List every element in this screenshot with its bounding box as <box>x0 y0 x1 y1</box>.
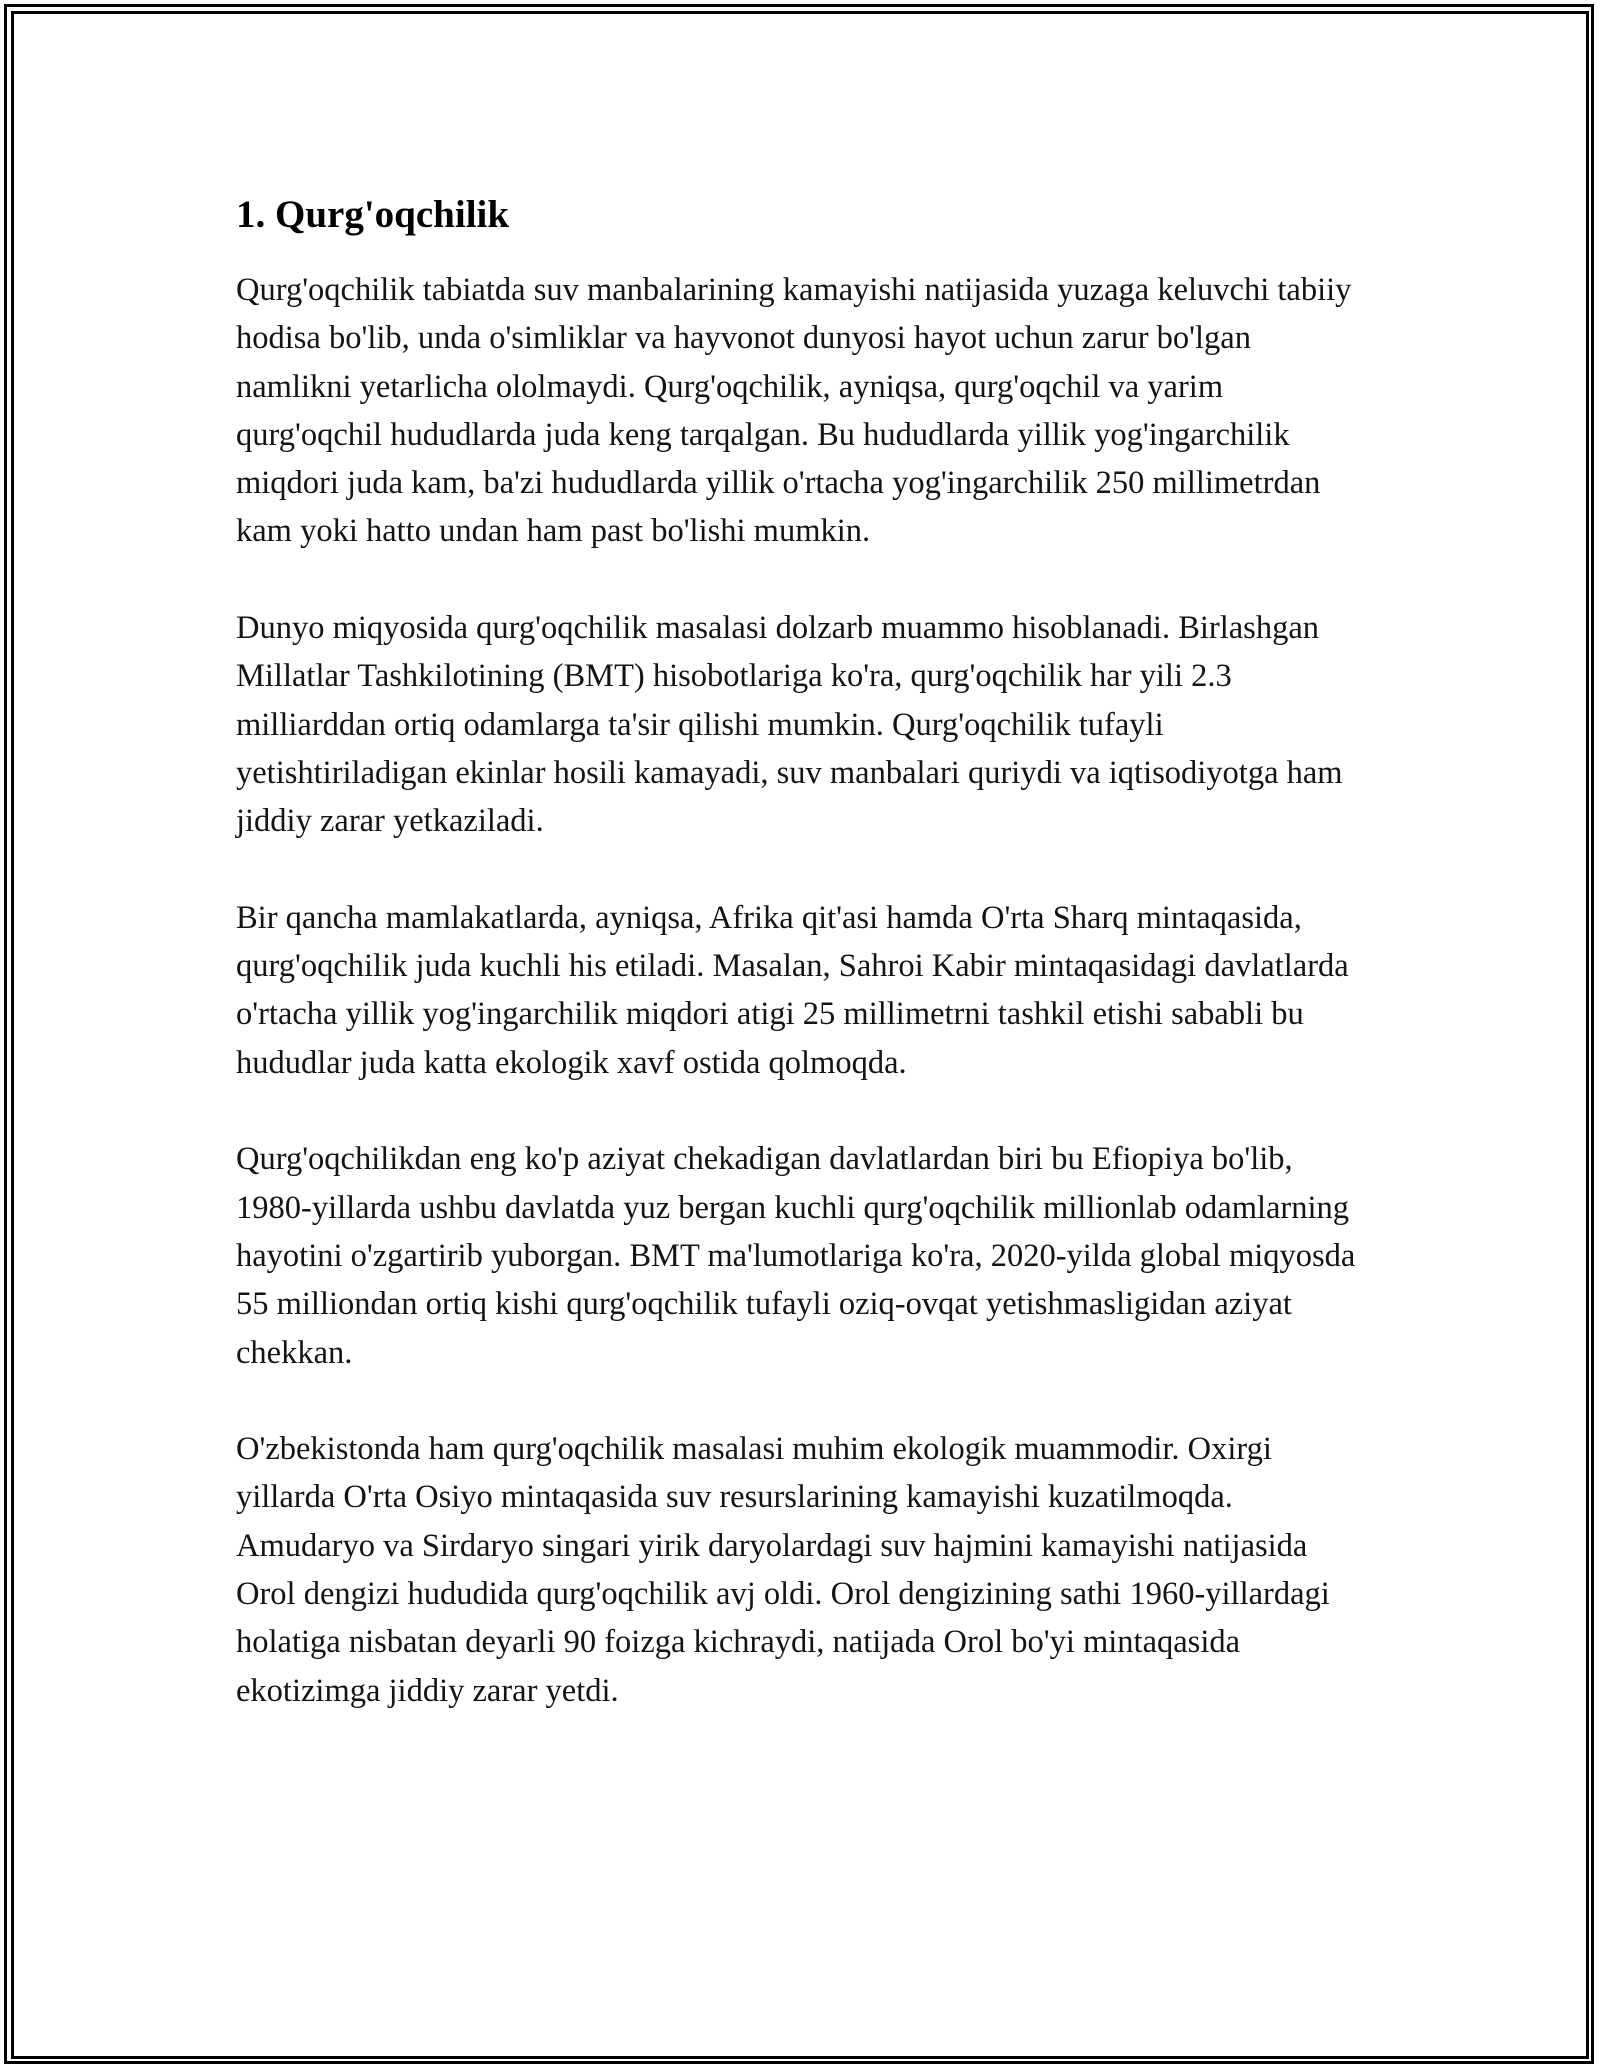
paragraph-4: Qurg'oqchilikdan eng ko'p aziyat chekadigan davlatlardan biri bu Efiopiya bo'lib, 1980-yillarda ushbu davlatda yuz bergan kuchli qurg'oqchilik millionlab odamlarning hayotini o'zgartirib yuborgan. BMT ma'lumotlariga ko'ra, 2020-yilda global miqyosda 55 milliondan ortiq kishi qurg'oqchilik tufayli oziq-ovqat yetishmasligidan aziyat chekkan. <box>236 1141 1356 1371</box>
paragraph-1: Qurg'oqchilik tabiatda suv manbalarining kamayishi natijasida yuzaga keluvchi tabiiy hodisa bo'lib, unda o'simliklar va hayvonot dunyosi hayot uchun zarur bo'lgan namlikni yetarlicha ololmaydi. Qurg'oqchilik, ayniqsa, qurg'oqchil va yarim qurg'oqchil hududlarda juda keng tarqalgan. Bu hududlarda yillik yog'ingarchilik miqdori juda kam, ba'zi hududlarda yillik o'rtacha yog'ingarchilik 250 millimetrdan kam yoki hatto undan ham past bo'lishi mumkin. <box>236 272 1352 550</box>
document-body <box>236 180 1366 1715</box>
paragraph-2: Dunyo miqyosida qurg'oqchilik masalasi dolzarb muammo hisoblanadi. Birlashgan Millatlar Tashkilotining (BMT) hisobotlariga ko'ra, qurg'oqchilik har yili 2.3 milliarddan ortiq odamlarga ta'sir qilishi mumkin. Qurg'oqchilik tufayli yetishtiriladigan ekinlar hosili kamayadi, suv manbalari quriydi va iqtisodiyotga ham jiddiy zarar yetkaziladi. <box>236 610 1343 840</box>
paragraph-5: O'zbekistonda ham qurg'oqchilik masalasi muhim ekologik muammodir. Oxirgi yillarda O'rta Osiyo mintaqasida suv resurslarining kamayishi kuzatilmoqda. Amudaryo va Sirdaryo singari yirik daryolardagi suv hajmini kamayishi natijasida Orol dengizi hududida qurg'oqchilik avj oldi. Orol dengizining sathi 1960-yillardagi holatiga nisbatan deyarli 90 foizga kichraydi, natijada Orol bo'yi mintaqasida ekotizimga jiddiy zarar yetdi. <box>236 1431 1330 1709</box>
section-heading: 1. Qurg'oqchilik <box>236 193 510 236</box>
paragraph-3: Bir qancha mamlakatlarda, ayniqsa, Afrika qit'asi hamda O'rta Sharq mintaqasida, qurg'oqchilik juda kuchli his etiladi. Masalan, Sahroi Kabir mintaqasidagi davlatlarda o'rtacha yillik yog'ingarchilik miqdori atigi 25 millimetrni tashkil etishi sababli bu hududlar juda katta ekologik xavf ostida qolmoqda. <box>236 899 1349 1081</box>
